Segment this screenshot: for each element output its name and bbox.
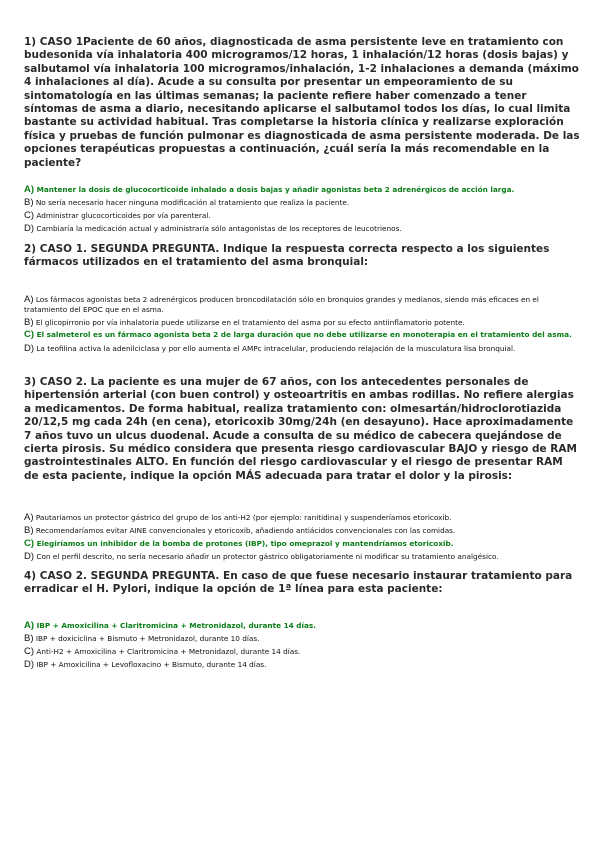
option-text: Pautaríamos un protector gástrico del grupo de los anti-H2 (por ejemplo: ranitidina) y suspenderíamos etoricoxib. <box>35 513 452 522</box>
option-d[interactable] <box>24 659 580 672</box>
question-1-options <box>24 184 580 236</box>
option-d[interactable] <box>24 551 580 564</box>
option-text: Con el perfil descrito, no sería necesario añadir un protector gástrico obligatoriamente ni modificar su tratamiento analgésico. <box>36 551 499 561</box>
option-text: IBP + Amoxicilina + Levofloxacino + Bismuto, durante 14 días. <box>36 659 267 669</box>
question-3-options <box>24 512 580 564</box>
option-letter: C) <box>24 209 35 221</box>
option-letter: C) <box>24 645 35 657</box>
option-letter: A) <box>24 512 34 523</box>
question-2 <box>24 243 580 270</box>
question-2-options <box>24 295 580 356</box>
option-text: Cambiaría la medicación actual y administraría sólo antagonistas de los receptores de leucotrienos. <box>36 223 402 233</box>
option-c-correct[interactable] <box>24 330 580 340</box>
option-letter: A) <box>24 295 34 305</box>
option-letter: B) <box>24 317 34 329</box>
question-3 <box>24 376 580 483</box>
option-text: Mantener la dosis de glucocorticoide inhalado a dosis bajas y añadir agonistas beta 2 adrenérgicos de acción larga. <box>36 185 515 194</box>
option-letter: C) <box>24 537 35 549</box>
option-letter: D) <box>24 222 35 234</box>
question-stem: 3) CASO 2. La paciente es una mujer de 67 años, con los antecedentes personales de hipertensión arterial (con buen control) y osteoartritis en ambas rodillas. No refiere alergias a medicamentos. De forma habitual, realiza tratamiento con: olmesartán/hidroclorotiazida 20/12,5 mg cada 24h (en cena), etoricoxib 30mg/24h (en desayuno). Hace aproximadamente 7 años tuvo un ulcus duodenal. Acude a consulta de su médico de cabecera quejándose de cierta pirosis. Su médico considera que presenta riesgo cardiovascular BAJO y riesgo de RAM gastrointestinales ALTO. En función del riesgo cardiovascular y el riesgo de presentar RAM de esta paciente, indique la opción MÁS adecuada para tratar el dolor y la pirosis: <box>24 376 577 482</box>
option-text: Anti-H2 + Amoxicilina + Claritromicina + Metronidazol, durante 14 días. <box>36 646 301 656</box>
option-c[interactable] <box>24 646 580 659</box>
option-letter: C) <box>24 330 35 340</box>
option-a-correct[interactable] <box>24 620 580 633</box>
option-text: Recomendaríamos evitar AINE convencionales y etoricoxib, añadiendo antiácidos convencionales con las comidas. <box>35 525 456 535</box>
option-b[interactable] <box>24 197 580 210</box>
option-text: El glicopirronio por vía inhalatoria puede utilizarse en el tratamiento del asma por su efecto antiinflamatorio potente. <box>35 318 465 328</box>
option-text: Los fármacos agonistas beta 2 adrenérgicos producen broncodilatación sólo en bronquios grandes y medianos, siendo más eficaces en el tratamiento del EPOC que en el asma. <box>24 295 539 314</box>
option-c-correct[interactable] <box>24 538 580 551</box>
option-letter: D) <box>24 550 35 562</box>
question-1 <box>24 36 580 170</box>
option-b[interactable] <box>24 633 580 646</box>
question-4 <box>24 570 580 597</box>
option-text: Administrar glucocorticoides por vía parenteral. <box>36 210 211 220</box>
option-text: No sería necesario hacer ninguna modificación al tratamiento que realiza la paciente. <box>35 197 350 207</box>
option-letter: B) <box>24 196 34 208</box>
option-text: IBP + Amoxicilina + Claritromicina + Metronidazol, durante 14 días. <box>36 621 317 630</box>
option-a[interactable] <box>24 512 580 525</box>
option-d[interactable] <box>24 343 580 356</box>
option-c[interactable] <box>24 210 580 223</box>
option-letter: D) <box>24 658 35 670</box>
option-b[interactable] <box>24 317 580 330</box>
option-letter: A) <box>24 620 35 631</box>
option-letter: B) <box>24 524 34 536</box>
question-stem: 2) CASO 1. SEGUNDA PREGUNTA. Indique la respuesta correcta respecto a los siguientes fármacos utilizados en el tratamiento del asma bronquial: <box>24 243 550 269</box>
option-letter: B) <box>24 632 34 644</box>
question-stem: 1) CASO 1Paciente de 60 años, diagnosticada de asma persistente leve en tratamiento con budesonida vía inhalatoria 400 microgramos/12 horas, 1 inhalación/12 horas (dosis bajas) y salbutamol vía inhalatoria 100 microgramos/inhalación, 1-2 inhalaciones a demanda (máximo 4 inhalaciones al día). Acude a su consulta por presentar un empeoramiento de su sintomatología en las últimas semanas; la paciente refiere haber comenzado a tener síntomas de asma a diario, necesitando aplicarse el salbutamol todos los días, lo cual limita bastante su actividad habitual. Tras completarse la historia clínica y realizarse exploración física y pruebas de función pulmonar es diagnosticada de asma persistente moderada. De las opciones terapéuticas propuestas a continuación, ¿cuál sería la más recomendable en la paciente? <box>24 36 580 169</box>
option-text: Elegiríamos un inhibidor de la bomba de protones (IBP), tipo omeprazol y mantendríamos etoricoxib. <box>36 538 454 548</box>
option-text: IBP + doxiciclina + Bismuto + Metronidazol, durante 10 días. <box>35 633 260 643</box>
option-a[interactable] <box>24 295 580 314</box>
option-text: El salmeterol es un fármaco agonista beta 2 de larga duración que no debe utilizarse en monoterapia en el tratamiento del asma. <box>36 330 572 340</box>
option-letter: A) <box>24 184 35 195</box>
option-letter: D) <box>24 342 35 354</box>
question-4-options <box>24 620 580 672</box>
option-b[interactable] <box>24 525 580 538</box>
option-a-correct[interactable] <box>24 184 580 197</box>
option-text: La teofilina activa la adenilciclasa y por ello aumenta el AMPc intracelular, produciendo relajación de la musculatura lisa bronquial. <box>36 343 516 353</box>
option-d[interactable] <box>24 223 580 236</box>
question-stem: 4) CASO 2. SEGUNDA PREGUNTA. En caso de que fuese necesario instaurar tratamiento para erradicar el H. Pylori, indique la opción de 1ª línea para esta paciente: <box>24 570 573 596</box>
